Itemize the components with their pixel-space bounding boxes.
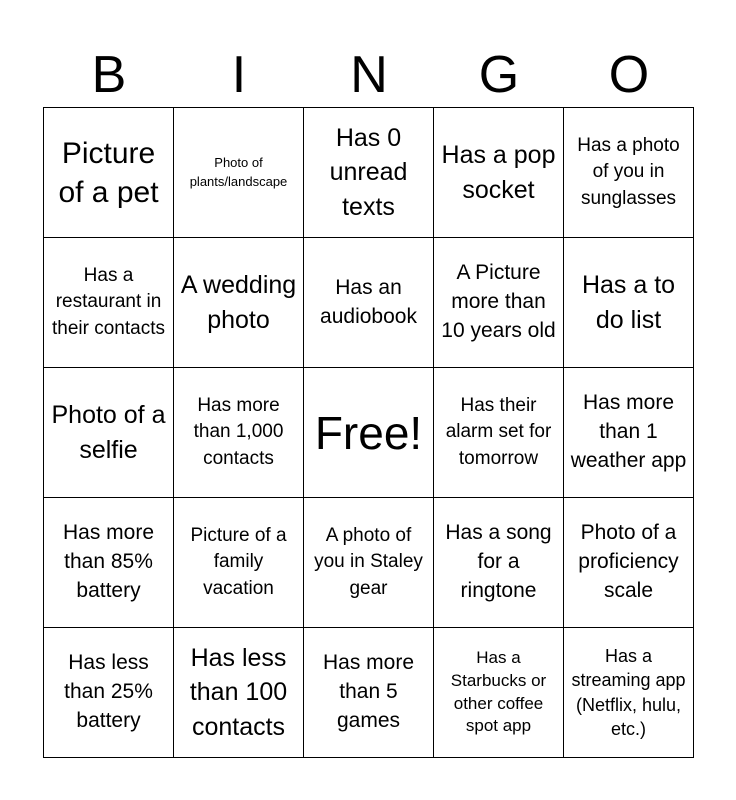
bingo-header: [44, 46, 694, 104]
bingo-card-grid: [43, 107, 694, 758]
header-letter-i: I: [231, 46, 247, 104]
bingo-cell[interactable]: Photo of a selfie: [44, 368, 174, 498]
bingo-cell[interactable]: A Picture more than 10 years old: [434, 238, 564, 368]
bingo-cell[interactable]: Photo of plants/landscape: [174, 108, 304, 238]
bingo-cell[interactable]: Has more than 5 games: [304, 628, 434, 758]
bingo-cell[interactable]: Has more than 85% battery: [44, 498, 174, 628]
header-letter-g: G: [478, 46, 520, 104]
bingo-cell[interactable]: Has a song for a ringtone: [434, 498, 564, 628]
bingo-cell[interactable]: Has a Starbucks or other coffee spot app: [434, 628, 564, 758]
bingo-cell[interactable]: Has a restaurant in their contacts: [44, 238, 174, 368]
bingo-cell[interactable]: Has less than 100 contacts: [174, 628, 304, 758]
bingo-cell[interactable]: Photo of a proficiency scale: [564, 498, 694, 628]
bingo-cell[interactable]: Has 0 unread texts: [304, 108, 434, 238]
bingo-cell[interactable]: Picture of a pet: [44, 108, 174, 238]
bingo-cell[interactable]: Has an audiobook: [304, 238, 434, 368]
bingo-cell[interactable]: Has a photo of you in sunglasses: [564, 108, 694, 238]
bingo-cell[interactable]: Has more than 1,000 contacts: [174, 368, 304, 498]
bingo-cell[interactable]: A wedding photo: [174, 238, 304, 368]
header-letter-n: N: [350, 46, 388, 104]
bingo-cell[interactable]: Has more than 1 weather app: [564, 368, 694, 498]
header-letter-b: B: [91, 46, 127, 104]
free-space-cell[interactable]: Free!: [304, 368, 434, 498]
header-letter-o: O: [608, 46, 650, 104]
bingo-cell[interactable]: Has their alarm set for tomorrow: [434, 368, 564, 498]
bingo-cell[interactable]: Has less than 25% battery: [44, 628, 174, 758]
bingo-cell[interactable]: A photo of you in Staley gear: [304, 498, 434, 628]
bingo-cell[interactable]: Picture of a family vacation: [174, 498, 304, 628]
bingo-cell[interactable]: Has a streaming app (Netflix, hulu, etc.): [564, 628, 694, 758]
bingo-cell[interactable]: Has a pop socket: [434, 108, 564, 238]
bingo-cell[interactable]: Has a to do list: [564, 238, 694, 368]
